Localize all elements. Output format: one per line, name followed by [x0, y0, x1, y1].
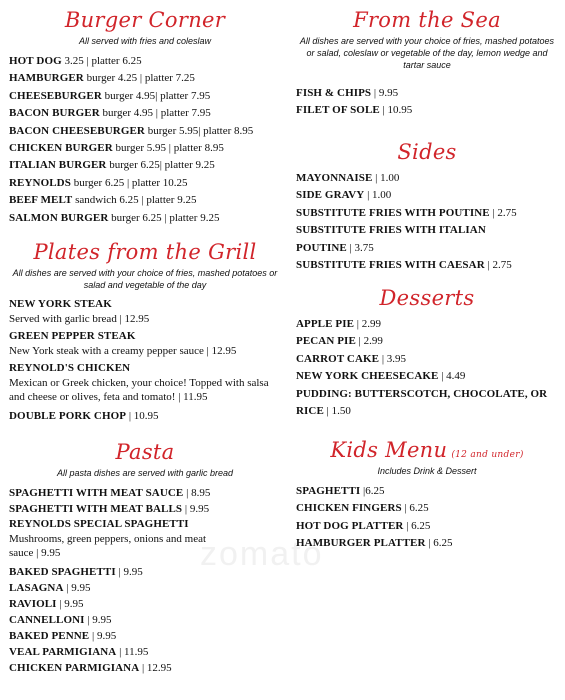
- kids-title-text: Kids Menu: [330, 438, 448, 462]
- item-name: CHICKEN FINGERS: [296, 502, 402, 515]
- menu-item: [9, 485, 281, 501]
- item-price: | 10.95: [382, 104, 413, 117]
- item-name: PUDDING: BUTTERSCOTCH, CHOCOLATE, OR RICE: [296, 387, 548, 418]
- item-price: burger 6.25 | platter 9.25: [111, 211, 220, 224]
- menu-item: [9, 329, 281, 358]
- kids-section: [296, 438, 558, 553]
- menu-item: [9, 192, 281, 209]
- item-price: | 9.95: [59, 597, 84, 610]
- watermark: zomato: [200, 535, 324, 573]
- pasta-section: [9, 440, 281, 676]
- item-name: SPAGHETTI: [296, 485, 361, 497]
- item-name: SUBSTITUTE FRIES WITH CAESAR: [296, 259, 485, 272]
- item-name: BEEF MELT: [9, 194, 73, 207]
- menu-item: [296, 368, 558, 385]
- menu-item: [9, 361, 281, 405]
- item-name: FISH & CHIPS: [296, 87, 372, 99]
- menu-item: [9, 88, 281, 105]
- item-description: Mexican or Greek chicken, your choice! Topped with salsa and cheese or olives, feta and tomato! | 11.95: [9, 376, 269, 403]
- menu-item: [9, 210, 281, 227]
- menu-item: [296, 205, 558, 222]
- section-title: Plates from the Grill: [33, 240, 257, 264]
- menu-list: [296, 483, 558, 553]
- item-price: | 6.25: [428, 537, 453, 550]
- item-price: | 10.95: [128, 409, 159, 422]
- item-price: | 9.95: [66, 581, 91, 594]
- item-name: BACON BURGER: [9, 107, 100, 120]
- item-name: HOT DOG PLATTER: [296, 519, 404, 532]
- menu-item: [296, 85, 558, 102]
- menu-item: [9, 517, 229, 561]
- item-name: BAKED SPAGHETTI: [9, 565, 116, 578]
- section-note: All pasta dishes are served with garlic bread: [56, 468, 234, 478]
- item-price: | 1.00: [375, 172, 400, 184]
- item-name: RAVIOLI: [9, 597, 57, 610]
- menu-item: [296, 170, 558, 187]
- menu-list: [296, 85, 558, 120]
- menu-item: [9, 70, 281, 87]
- section-note: Includes Drink & Dessert: [377, 466, 477, 476]
- item-price: | 9.95: [92, 629, 117, 642]
- item-name: SALMON BURGER: [9, 211, 109, 224]
- kids-age-note: (12 and under): [451, 450, 524, 460]
- item-price: burger 5.95| platter 8.95: [147, 124, 254, 137]
- item-price: | 3.95: [381, 352, 407, 365]
- menu-item: [296, 222, 486, 257]
- item-price: | 9.95: [184, 503, 210, 515]
- item-name: VEAL PARMIGIANA: [9, 645, 117, 658]
- item-name: GREEN PEPPER STEAK: [9, 330, 136, 342]
- menu-item: [9, 408, 281, 425]
- item-name: DOUBLE PORK CHOP: [9, 409, 127, 422]
- menu-item: [296, 257, 558, 274]
- item-price: | 11.95: [119, 645, 149, 658]
- item-name: SUBSTITUTE FRIES WITH ITALIAN POUTINE: [296, 224, 486, 254]
- item-price: burger 6.25 | platter 10.25: [73, 176, 188, 189]
- item-name: HAMBURGER PLATTER: [296, 537, 426, 550]
- menu-item: [296, 500, 558, 517]
- item-price: |6.25: [363, 485, 385, 497]
- item-name: CANNELLONI: [9, 613, 85, 626]
- item-name: CHICKEN PARMIGIANA: [9, 661, 140, 674]
- item-price: | 4.49: [441, 370, 466, 383]
- menu-item: [296, 187, 558, 204]
- item-name: REYNOLDS SPECIAL SPAGHETTI: [9, 518, 189, 530]
- item-name: MAYONNAISE: [296, 172, 373, 184]
- menu-item: [9, 297, 281, 326]
- menu-item: [9, 580, 281, 596]
- item-price: | 8.95: [186, 487, 211, 499]
- menu-item: [9, 564, 281, 580]
- item-name: PECAN PIE: [296, 335, 356, 348]
- menu-list: [296, 316, 558, 420]
- item-description: New York steak with a creamy pepper sauce | 12.95: [9, 344, 237, 357]
- item-price: sandwich 6.25 | platter 9.25: [75, 194, 197, 207]
- sea-section: [296, 8, 558, 120]
- item-name: NEW YORK STEAK: [9, 298, 112, 310]
- section-note: All served with fries and coleslaw: [78, 36, 212, 46]
- menu-item: [296, 316, 558, 333]
- item-name: CHICKEN BURGER: [9, 142, 113, 155]
- item-name: HAMBURGER: [9, 72, 84, 85]
- menu-item: [9, 140, 281, 157]
- item-name: NEW YORK CHEESECAKE: [296, 370, 439, 383]
- item-price: | 2.99: [356, 318, 381, 330]
- menu-item: [9, 123, 281, 140]
- menu-item: [9, 157, 281, 174]
- item-price: | 2.75: [492, 206, 517, 219]
- menu-item: [9, 644, 281, 660]
- menu-item: [296, 351, 558, 368]
- menu-list: [9, 53, 281, 227]
- section-title: Desserts: [379, 286, 475, 310]
- menu-item: [296, 386, 551, 421]
- item-name: HOT DOG: [9, 55, 62, 67]
- item-name: BACON CHEESEBURGER: [9, 124, 145, 137]
- menu-item: [296, 518, 558, 535]
- menu-item: [296, 333, 558, 350]
- menu-item: [9, 53, 281, 70]
- menu-list: [296, 170, 558, 274]
- menu-item: [9, 175, 281, 192]
- item-name: CHEESEBURGER: [9, 89, 102, 102]
- item-price: | 2.99: [358, 335, 383, 348]
- item-price: burger 5.95 | platter 8.95: [115, 142, 224, 155]
- menu-list: [9, 297, 281, 425]
- grill-section: [9, 240, 281, 425]
- item-price: burger 4.95 | platter 7.95: [102, 107, 211, 120]
- menu-item: [9, 596, 281, 612]
- menu-item: [9, 628, 281, 644]
- item-name: LASAGNA: [9, 581, 64, 594]
- item-name: SPAGHETTI WITH MEAT BALLS: [9, 503, 183, 515]
- section-title: Burger Corner: [64, 8, 226, 32]
- section-note: All dishes are served with your choice of fries, mashed potatoes or salad and vegetable of the day: [12, 268, 278, 290]
- section-title: From the Sea: [353, 8, 501, 32]
- item-price: | 1.00: [367, 189, 392, 202]
- item-price: | 3.75: [349, 241, 374, 254]
- item-name: APPLE PIE: [296, 318, 355, 330]
- item-price: | 9.95: [373, 87, 399, 99]
- item-name: BAKED PENNE: [9, 629, 90, 642]
- item-price: burger 4.95| platter 7.95: [104, 89, 211, 102]
- menu-item: [9, 501, 281, 517]
- menu-item: [296, 535, 558, 552]
- item-price: | 12.95: [141, 661, 172, 674]
- menu-list: [9, 485, 281, 676]
- menu-item: [296, 483, 558, 500]
- item-description: Served with garlic bread | 12.95: [9, 312, 150, 325]
- item-price: | 1.50: [326, 405, 351, 418]
- item-price: | 6.25: [404, 502, 429, 515]
- item-name: REYNOLD'S CHICKEN: [9, 362, 131, 374]
- item-description: Mushrooms, green peppers, onions and meat sauce | 9.95: [9, 532, 207, 559]
- item-name: SUBSTITUTE FRIES WITH POUTINE: [296, 206, 490, 219]
- item-price: | 2.75: [487, 259, 512, 272]
- item-price: | 9.95: [118, 565, 143, 578]
- sides-section: [296, 140, 558, 274]
- item-price: burger 6.25| platter 9.25: [109, 159, 215, 172]
- item-name: SIDE GRAVY: [296, 189, 365, 202]
- desserts-section: [296, 286, 558, 420]
- section-title: Sides: [397, 140, 457, 164]
- menu-item: [9, 612, 281, 628]
- item-price: | 6.25: [406, 519, 431, 532]
- burger-section: [9, 8, 281, 227]
- item-price: 3.25 | platter 6.25: [64, 55, 142, 67]
- menu-item: [9, 105, 281, 122]
- menu-item: [9, 660, 281, 676]
- item-name: FILET OF SOLE: [296, 104, 380, 117]
- item-name: ITALIAN BURGER: [9, 159, 107, 172]
- section-note: All dishes are served with your choice of fries, mashed potatoes or salad, coleslaw or vegetable of the day, lemon wedge and tartar sauce: [299, 36, 555, 70]
- item-name: SPAGHETTI WITH MEAT SAUCE: [9, 487, 184, 499]
- section-title: Pasta: [115, 440, 175, 464]
- menu-item: [296, 102, 558, 119]
- item-name: REYNOLDS: [9, 176, 71, 189]
- item-name: CARROT CAKE: [296, 352, 380, 365]
- section-title: [296, 438, 558, 462]
- item-price: burger 4.25 | platter 7.25: [86, 72, 195, 85]
- item-price: | 9.95: [87, 613, 112, 626]
